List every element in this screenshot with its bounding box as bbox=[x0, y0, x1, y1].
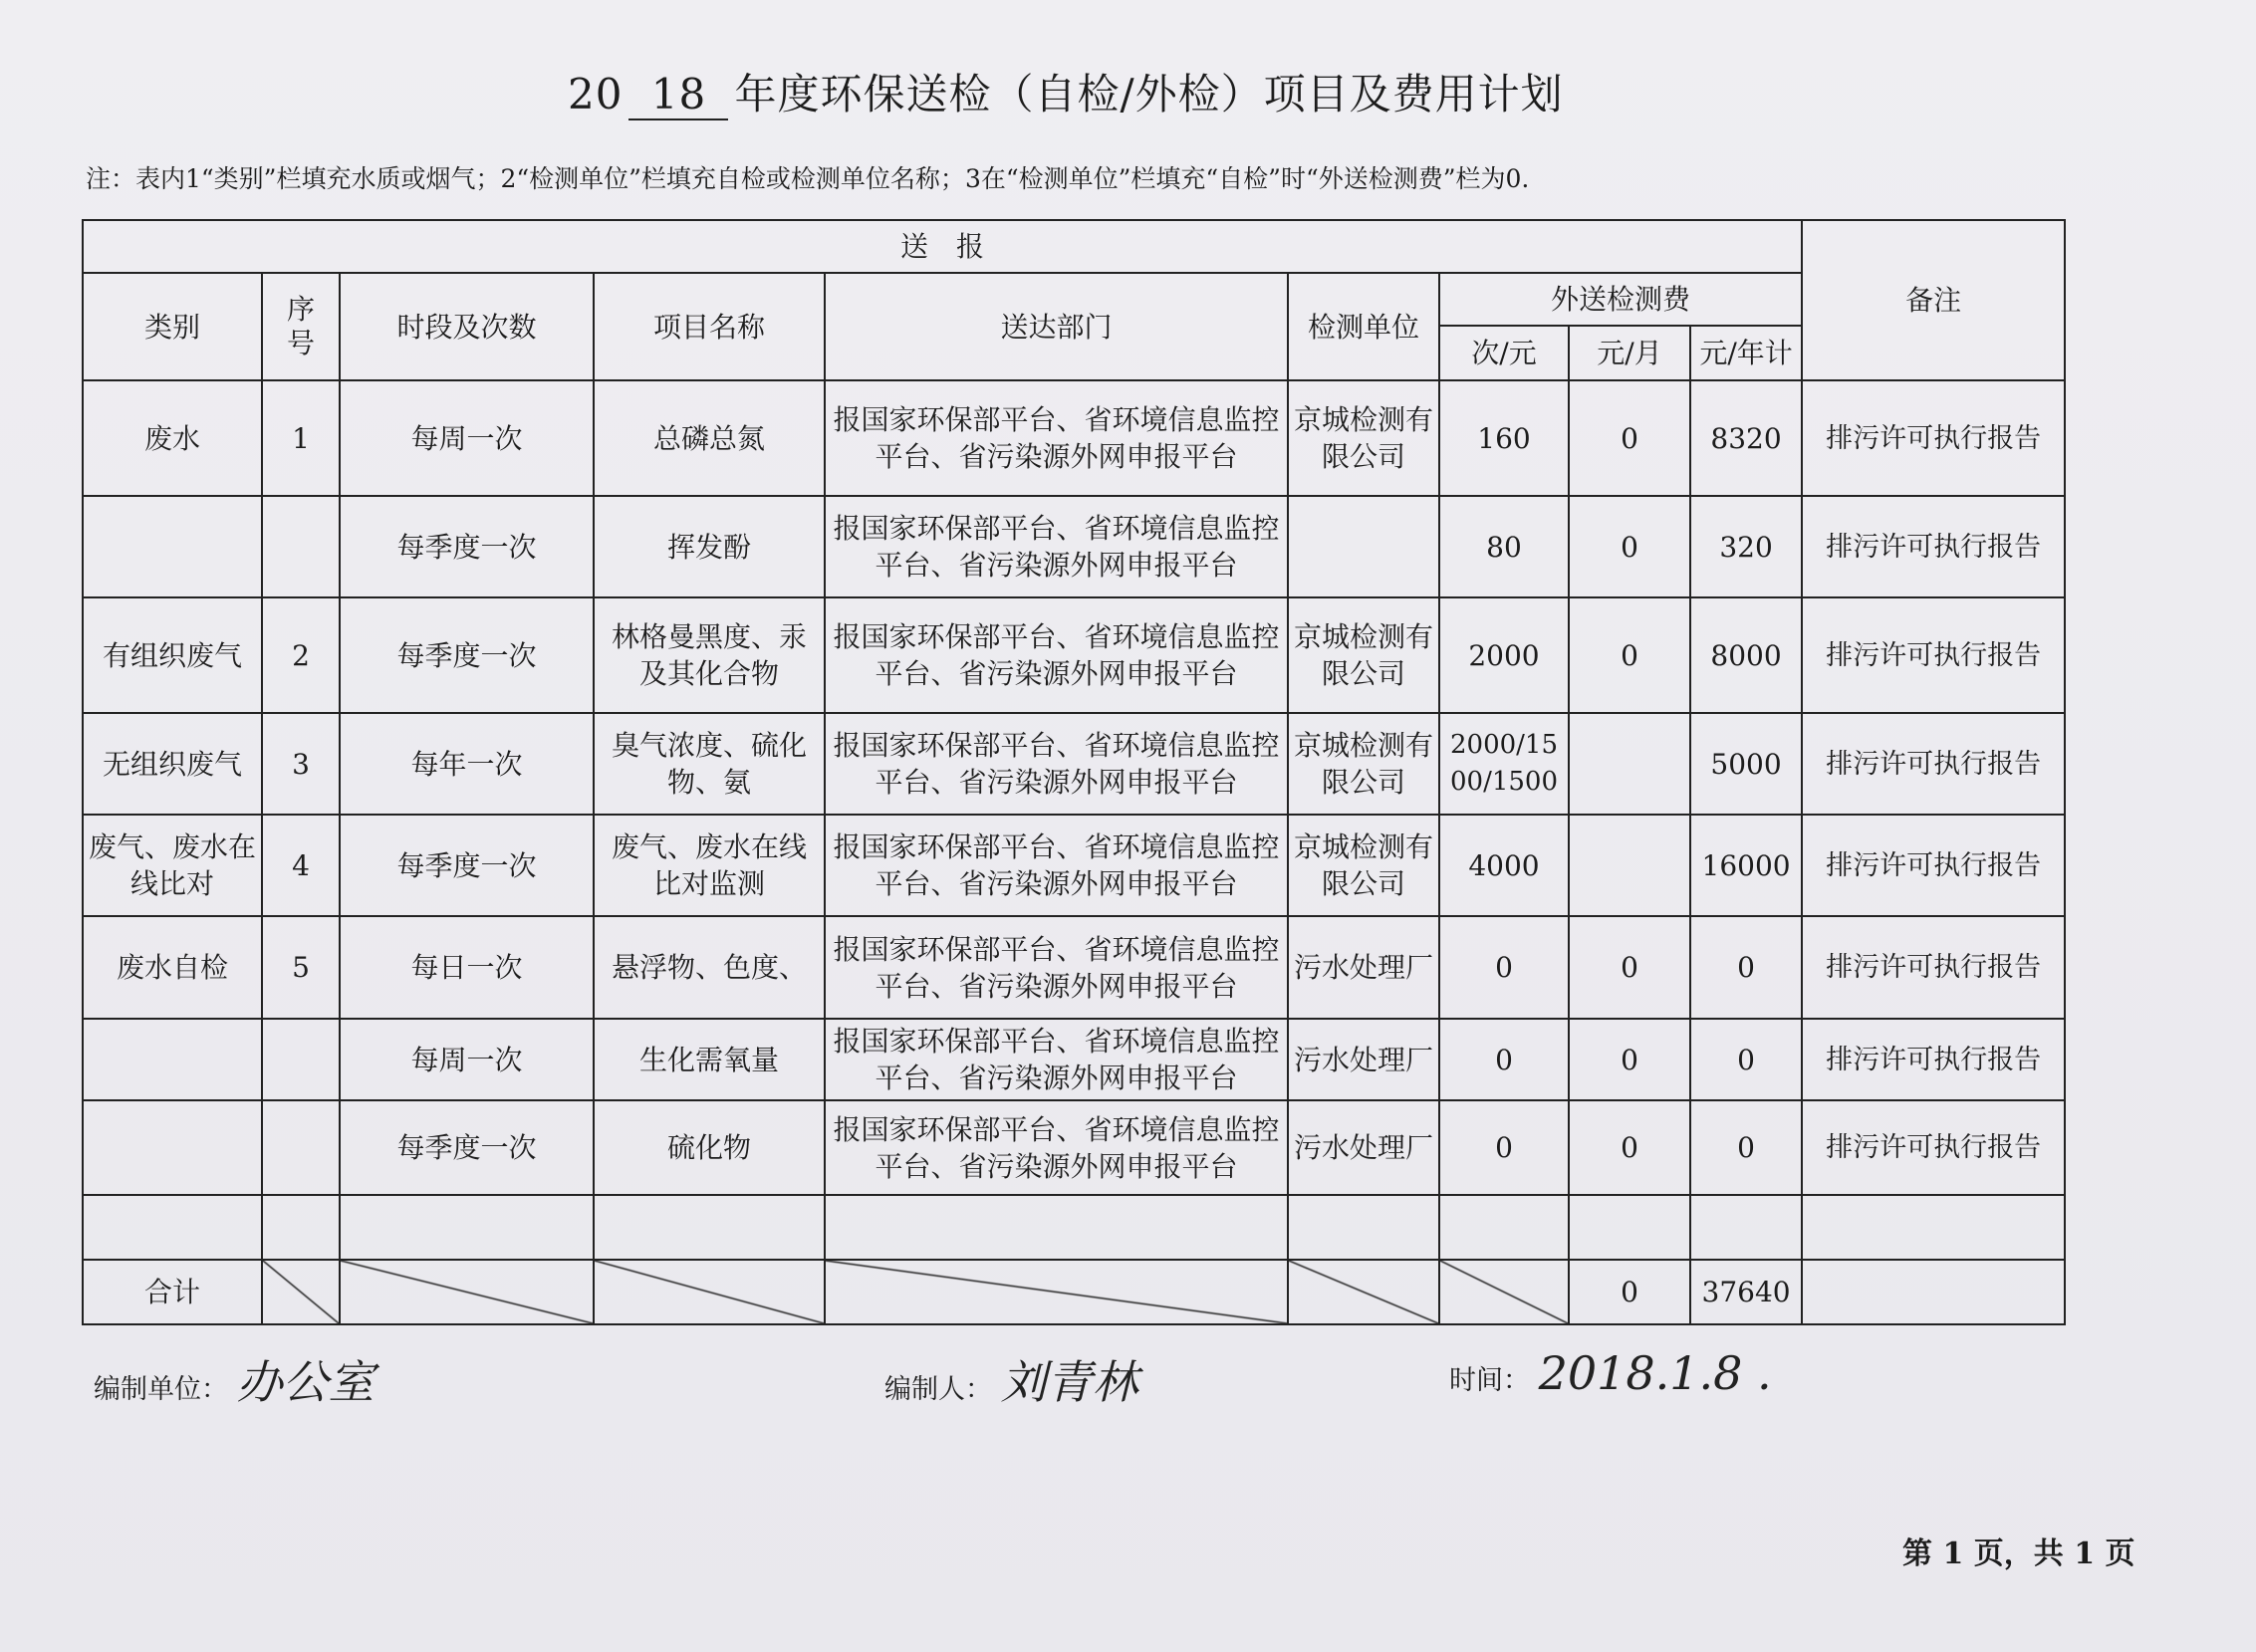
cell-category bbox=[83, 1019, 262, 1100]
cell-item: 硫化物 bbox=[594, 1100, 825, 1195]
footer-date bbox=[1449, 1346, 1772, 1400]
cell-seq: 1 bbox=[262, 380, 340, 496]
cell-per-time: 0 bbox=[1439, 1100, 1569, 1195]
cell-period: 每季度一次 bbox=[340, 1100, 594, 1195]
cell-unit: 京城检测有限公司 bbox=[1288, 815, 1439, 916]
cell-category: 废水 bbox=[83, 380, 262, 496]
cell-category bbox=[83, 1100, 262, 1195]
cell-category: 废气、废水在线比对 bbox=[83, 815, 262, 916]
title-year: 18 bbox=[628, 70, 728, 120]
cell-seq: 5 bbox=[262, 916, 340, 1019]
cell-unit: 京城检测有限公司 bbox=[1288, 713, 1439, 815]
cell-per-month: 0 bbox=[1569, 597, 1690, 713]
cell-category bbox=[83, 496, 262, 597]
cell-period: 每季度一次 bbox=[340, 815, 594, 916]
cell-per-year: 8000 bbox=[1690, 597, 1802, 713]
slash-cell bbox=[262, 1260, 340, 1324]
cell-category: 废水自检 bbox=[83, 916, 262, 1019]
table-row bbox=[83, 815, 2065, 916]
cell-item: 悬浮物、色度、 bbox=[594, 916, 825, 1019]
cell-per-time: 2000/1500/1500 bbox=[1439, 713, 1569, 815]
cell-period: 每年一次 bbox=[340, 713, 594, 815]
cell-dept: 报国家环保部平台、省环境信息监控平台、省污染源外网申报平台 bbox=[825, 916, 1288, 1019]
cell-item: 废气、废水在线比对监测 bbox=[594, 815, 825, 916]
cell-unit: 污水处理厂 bbox=[1288, 1100, 1439, 1195]
cell-per-month bbox=[1569, 815, 1690, 916]
cell-per-time: 4000 bbox=[1439, 815, 1569, 916]
org-label: 编制单位： bbox=[94, 1374, 228, 1405]
cell-item: 臭气浓度、硫化物、氨 bbox=[594, 713, 825, 815]
header-per-year: 元/年计 bbox=[1690, 326, 1802, 380]
table-row bbox=[83, 1100, 2065, 1195]
cell-dept: 报国家环保部平台、省环境信息监控平台、省污染源外网申报平台 bbox=[825, 1019, 1288, 1100]
cell-remark: 排污许可执行报告 bbox=[1802, 916, 2065, 1019]
cell-dept: 报国家环保部平台、省环境信息监控平台、省污染源外网申报平台 bbox=[825, 597, 1288, 713]
cell-seq: 4 bbox=[262, 815, 340, 916]
cell-remark: 排污许可执行报告 bbox=[1802, 496, 2065, 597]
cell-unit bbox=[1288, 496, 1439, 597]
cell-remark: 排污许可执行报告 bbox=[1802, 1100, 2065, 1195]
table-row bbox=[83, 496, 2065, 597]
date-handwritten: 2018.1.8 . bbox=[1538, 1346, 1772, 1400]
header-category: 类别 bbox=[83, 273, 262, 380]
org-signature: 办公室 bbox=[236, 1355, 375, 1409]
header-dept: 送达部门 bbox=[825, 273, 1288, 380]
cell-dept: 报国家环保部平台、省环境信息监控平台、省污染源外网申报平台 bbox=[825, 713, 1288, 815]
date-label: 时间： bbox=[1449, 1365, 1530, 1396]
total-row bbox=[83, 1260, 2065, 1324]
cell-period: 每周一次 bbox=[340, 1019, 594, 1100]
cell-remark: 排污许可执行报告 bbox=[1802, 1019, 2065, 1100]
footer-org bbox=[94, 1346, 375, 1412]
cell-per-year: 8320 bbox=[1690, 380, 1802, 496]
total-per-month: 0 bbox=[1569, 1260, 1690, 1324]
instruction-note: 注：表内1“类别”栏填充水质或烟气；2“检测单位”栏填充自检或检测单位名称；3在“检测单位”栏填充“自检”时“外送检测费”栏为0. bbox=[86, 164, 1530, 193]
total-remark bbox=[1802, 1260, 2065, 1324]
cell-dept: 报国家环保部平台、省环境信息监控平台、省污染源外网申报平台 bbox=[825, 815, 1288, 916]
cell-dept: 报国家环保部平台、省环境信息监控平台、省污染源外网申报平台 bbox=[825, 1100, 1288, 1195]
table-row bbox=[83, 380, 2065, 496]
header-seq: 序号 bbox=[262, 273, 340, 380]
title-year-prefix: 20 bbox=[568, 70, 624, 118]
slash-cell bbox=[1288, 1260, 1439, 1324]
cell-per-year: 0 bbox=[1690, 916, 1802, 1019]
document-title bbox=[568, 62, 1564, 121]
cell-dept: 报国家环保部平台、省环境信息监控平台、省污染源外网申报平台 bbox=[825, 380, 1288, 496]
total-label: 合计 bbox=[83, 1260, 262, 1324]
cell-item: 挥发酚 bbox=[594, 496, 825, 597]
cell-period: 每季度一次 bbox=[340, 597, 594, 713]
empty-row bbox=[83, 1195, 2065, 1260]
slash-cell bbox=[340, 1260, 594, 1324]
cell-unit: 京城检测有限公司 bbox=[1288, 597, 1439, 713]
header-group: 送 报 bbox=[83, 220, 1802, 273]
cell-per-year: 0 bbox=[1690, 1019, 1802, 1100]
cell-per-month: 0 bbox=[1569, 496, 1690, 597]
table-row bbox=[83, 597, 2065, 713]
cell-item: 林格曼黑度、汞及其化合物 bbox=[594, 597, 825, 713]
header-fee-group: 外送检测费 bbox=[1439, 273, 1802, 326]
cell-per-month: 0 bbox=[1569, 380, 1690, 496]
cell-period: 每季度一次 bbox=[340, 496, 594, 597]
cell-period: 每周一次 bbox=[340, 380, 594, 496]
header-per-time: 次/元 bbox=[1439, 326, 1569, 380]
cell-item: 总磷总氮 bbox=[594, 380, 825, 496]
author-signature: 刘青林 bbox=[1000, 1355, 1138, 1409]
cell-category: 无组织废气 bbox=[83, 713, 262, 815]
header-item: 项目名称 bbox=[594, 273, 825, 380]
table-row bbox=[83, 713, 2065, 815]
cell-per-time: 2000 bbox=[1439, 597, 1569, 713]
cell-remark: 排污许可执行报告 bbox=[1802, 380, 2065, 496]
slash-cell bbox=[594, 1260, 825, 1324]
cell-per-year: 5000 bbox=[1690, 713, 1802, 815]
cell-per-time: 0 bbox=[1439, 1019, 1569, 1100]
cell-per-month: 0 bbox=[1569, 916, 1690, 1019]
cell-remark: 排污许可执行报告 bbox=[1802, 713, 2065, 815]
header-per-month: 元/月 bbox=[1569, 326, 1690, 380]
cell-category: 有组织废气 bbox=[83, 597, 262, 713]
cell-seq bbox=[262, 1100, 340, 1195]
header-period: 时段及次数 bbox=[340, 273, 594, 380]
header-remark: 备注 bbox=[1802, 220, 2065, 380]
cell-per-time: 80 bbox=[1439, 496, 1569, 597]
author-label: 编制人： bbox=[884, 1374, 992, 1405]
cell-per-month: 0 bbox=[1569, 1100, 1690, 1195]
cell-item: 生化需氧量 bbox=[594, 1019, 825, 1100]
page-number: 第 1 页，共 1 页 bbox=[1902, 1536, 2135, 1571]
cell-seq: 2 bbox=[262, 597, 340, 713]
cell-unit: 污水处理厂 bbox=[1288, 916, 1439, 1019]
cell-period: 每日一次 bbox=[340, 916, 594, 1019]
cell-per-year: 320 bbox=[1690, 496, 1802, 597]
cell-seq bbox=[262, 1019, 340, 1100]
cell-per-month: 0 bbox=[1569, 1019, 1690, 1100]
cell-unit: 京城检测有限公司 bbox=[1288, 380, 1439, 496]
cell-seq: 3 bbox=[262, 713, 340, 815]
table-row bbox=[83, 916, 2065, 1019]
title-text: 年度环保送检（自检/外检）项目及费用计划 bbox=[734, 70, 1564, 118]
cell-dept: 报国家环保部平台、省环境信息监控平台、省污染源外网申报平台 bbox=[825, 496, 1288, 597]
cell-per-month bbox=[1569, 713, 1690, 815]
cell-seq bbox=[262, 496, 340, 597]
plan-table bbox=[82, 219, 2066, 1325]
cell-per-time: 160 bbox=[1439, 380, 1569, 496]
total-per-year: 37640 bbox=[1690, 1260, 1802, 1324]
cell-unit: 污水处理厂 bbox=[1288, 1019, 1439, 1100]
slash-cell bbox=[825, 1260, 1288, 1324]
slash-cell bbox=[1439, 1260, 1569, 1324]
table-row bbox=[83, 1019, 2065, 1100]
footer-author bbox=[884, 1346, 1138, 1412]
cell-per-year: 0 bbox=[1690, 1100, 1802, 1195]
header-unit: 检测单位 bbox=[1288, 273, 1439, 380]
cell-remark: 排污许可执行报告 bbox=[1802, 597, 2065, 713]
cell-per-time: 0 bbox=[1439, 916, 1569, 1019]
cell-per-year: 16000 bbox=[1690, 815, 1802, 916]
cell-remark: 排污许可执行报告 bbox=[1802, 815, 2065, 916]
